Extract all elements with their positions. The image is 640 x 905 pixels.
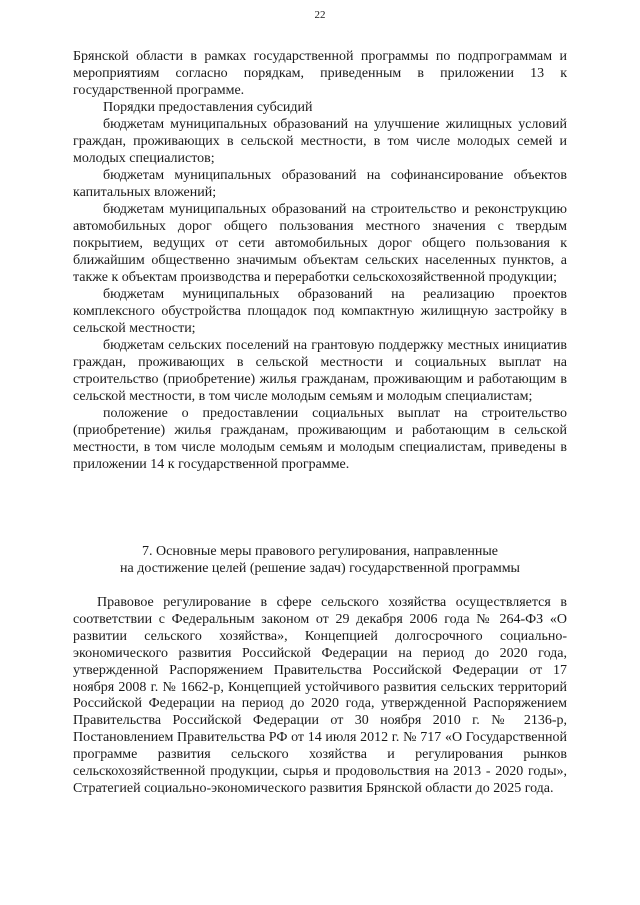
legal-regulation-section [73, 595, 567, 798]
paragraph-road-subsidy: бюджетам муниципальных образований на строительство и реконструкцию автомобильных дорог общего пользования местного значения с твердым покрытием, ведущих от сети автомобильных дорог общего пользования к ближайшим общественно значимым объектам сельских населенных пунктов, а также к объектам производства и переработки сельскохозяйственной продукции; [73, 202, 567, 285]
section-heading-line-1: 7. Основные меры правового регулирования, направленные [142, 544, 498, 559]
subsidy-section [73, 48, 567, 473]
paragraph-housing-subsidy: бюджетам муниципальных образований на улучшение жилищных условий граждан, проживающих в сельской местности, в том числе молодых семей и молодых специалистов; [73, 117, 567, 166]
paragraph-subsidy-procedures-title: Порядки предоставления субсидий [103, 100, 313, 115]
paragraph-capital-investment-subsidy: бюджетам муниципальных образований на софинансирование объектов капитальных вложений; [73, 168, 567, 200]
paragraph-grant-support-subsidy: бюджетам сельских поселений на грантовую поддержку местных инициатив граждан, проживающих в сельской местности и социальных выплат на строительство (приобретение) жилья гражданам, проживающим и работающим в сельской местности, в том числе молодым семьям и молодым специалистам; [73, 338, 567, 404]
paragraph-site-development-subsidy: бюджетам муниципальных образований на реализацию проектов комплексного обустройства площадок под компактную жилищную застройку в сельской местности; [73, 287, 567, 336]
section-heading [73, 543, 567, 577]
paragraph-intro: Брянской области в рамках государственной программы по подпрограммам и мероприятиям согласно порядкам, приведенным в приложении 13 к государственной программе. [73, 49, 567, 98]
page-number: 22 [314, 9, 326, 21]
paragraph-social-payments-regulation: положение о предоставлении социальных выплат на строительство (приобретение) жилья гражданам, проживающим и работающим в сельской местности, в том числе молодым семьям и молодым специалистам, приведены в приложении 14 к государственной программе. [73, 406, 567, 472]
paragraph-legal-regulation: Правовое регулирование в сфере сельского хозяйства осуществляется в соответствии с Федеральным законом от 29 декабря 2006 года № 264-ФЗ «О развитии сельского хозяйства», Концепцией долгосрочного социально-экономического развития Российской Федерации на период до 2020 года, утвержденной Распоряжением Правительства Российской Федерации от 17 ноября 2008 г. № 1662-р, Концепцией устойчивого развития сельских территорий Российской Федерации на период до 2020 года, утвержденной Распоряжением Правительства Российской Федерации от 30 ноября 2010 г. № 2136-р, Постановлением Правительства РФ от 14 июля 2012 г. № 717 «О Государственной программе развития сельского хозяйства и регулирования рынков сельскохозяйственной продукции, сырья и продовольствия на 2013 - 2020 годы», Стратегией социально-экономического развития Брянской области до 2025 года. [73, 595, 567, 796]
section-heading-line-2: на достижение целей (решение задач) государственной программы [120, 561, 520, 576]
